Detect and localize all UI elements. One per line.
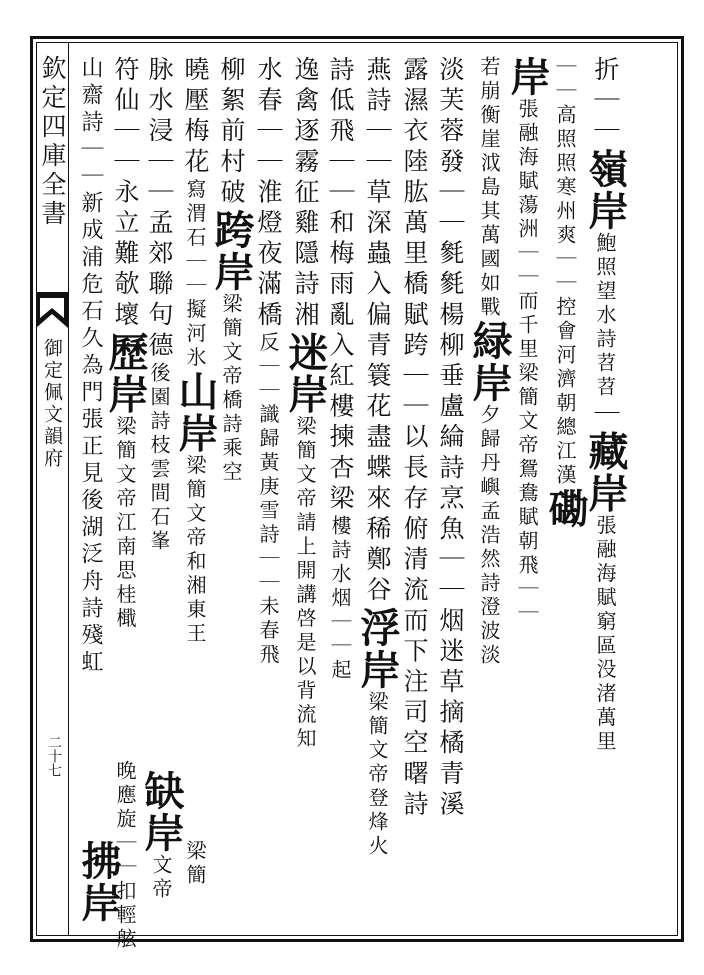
column-text: 符仙｜｜永立難欹壞 <box>111 56 140 332</box>
text-column-1 <box>582 56 629 926</box>
annotation: 張融海賦窮區没渚萬里 <box>593 514 617 755</box>
text-column-20 <box>180 840 210 920</box>
column-text: 淡芙蓉發｜｜毿毿楊柳垂盧綸詩烹魚｜｜烟迷草摘橘青溪 <box>436 56 465 821</box>
annotation: 後園詩枝雲間石峯 <box>147 362 171 554</box>
text-column-11 <box>208 56 255 926</box>
text-column-8 <box>325 56 355 926</box>
annotation: 梁簡文帝和湘東王 <box>183 454 207 647</box>
annotation: 樓詩水烟｜｜起 <box>328 515 352 683</box>
annotation: 梁簡文帝請上開講啓是以背流知 <box>293 415 317 752</box>
annotation: 梁簡文帝橋詩乘空 <box>219 293 243 485</box>
annotation: 梁簡文帝江南思桂檝 <box>113 415 137 632</box>
headword: 嶺岸 <box>582 147 629 232</box>
annotation: 文帝 <box>149 854 173 902</box>
page-number: 二十七 <box>46 735 62 777</box>
column-text: 詩低飛｜｜和梅雨亂入紅樓揀杏梁 <box>326 56 355 515</box>
annotation: 梁簡 <box>183 840 207 888</box>
fish-tail-mark <box>36 292 68 328</box>
headword: 浮岸 <box>354 606 401 691</box>
text-column-19 <box>110 760 140 952</box>
text-column-17 <box>138 770 185 930</box>
headword: 缺岸 <box>138 770 185 854</box>
text-column-5 <box>436 56 465 926</box>
gutter-divider <box>68 42 69 936</box>
column-text: 逸禽逐霧征雞隱詩湘 <box>291 56 320 332</box>
book-title: 欽定四庫全書 <box>38 55 67 229</box>
text-column-7 <box>354 56 401 926</box>
tail-glyph: 磡 <box>542 488 589 530</box>
text-column-2 <box>542 56 589 926</box>
column-text: 山齋詩｜｜新成浦危石久為門張正見後湖泛舟詩殘虹 <box>78 56 103 677</box>
annotation: 夕歸丹嶼孟浩然詩澄波淡 <box>477 404 501 668</box>
column-text: ｜ <box>591 399 620 431</box>
annotation: 梁簡文帝鴛鴦賦朝飛｜｜ <box>515 362 539 626</box>
headword: 岸 <box>504 56 551 98</box>
text-column-9 <box>282 56 329 926</box>
annotation: 若崩衡崖泧島其萬國如戰 <box>477 56 501 320</box>
text-column-6 <box>400 56 429 926</box>
headword: 跨岸 <box>208 209 255 293</box>
annotation: ｜｜控會河濟朝總江漢 <box>553 248 577 488</box>
annotation: 寫渭石｜｜擬河氷 <box>183 178 207 371</box>
annotation: 梁簡文帝登烽火 <box>365 690 389 859</box>
column-text: 水春｜｜淮燈夜滿橋 <box>254 56 283 332</box>
headword: 緑岸 <box>466 320 513 404</box>
annotation: ｜｜高照照寒州爽 <box>553 56 577 248</box>
annotation: 反｜｜識歸黃庚雪詩｜｜未春飛 <box>256 331 280 668</box>
headword: 歷岸 <box>102 331 149 416</box>
column-text: 曉壓梅花 <box>181 56 210 179</box>
headword: 拂岸 <box>75 840 122 924</box>
annotation: 張融海賦蕩洲｜｜而千里 <box>515 98 539 362</box>
column-text: 脉水浸｜｜孟郊聯句德 <box>145 56 174 362</box>
column-text: 燕詩｜｜草深蟲入偏青簑花盡蝶來稀鄭谷 <box>363 56 392 607</box>
column-text: 柳絮前村破 <box>217 56 246 209</box>
sub-title: 御定佩文韻府 <box>41 338 63 470</box>
headword: 迷岸 <box>282 331 329 416</box>
text-column-18 <box>75 840 122 930</box>
headword: 藏岸 <box>582 430 629 515</box>
column-text: 折｜｜ <box>591 56 620 148</box>
text-column-15 <box>76 56 105 926</box>
annotation: 晚應旋｜｜扣輕舷 <box>113 760 137 952</box>
text-column-10 <box>253 56 283 926</box>
headword: 山岸 <box>172 370 219 455</box>
column-text: 露濕衣陸肱萬里橋賦跨｜｜以長存俯清流而下注司空曙詩 <box>400 56 429 821</box>
annotation: 鮑照望水詩苕苕 <box>593 231 617 400</box>
text-column-4 <box>466 56 513 926</box>
text-column-3 <box>504 56 551 926</box>
